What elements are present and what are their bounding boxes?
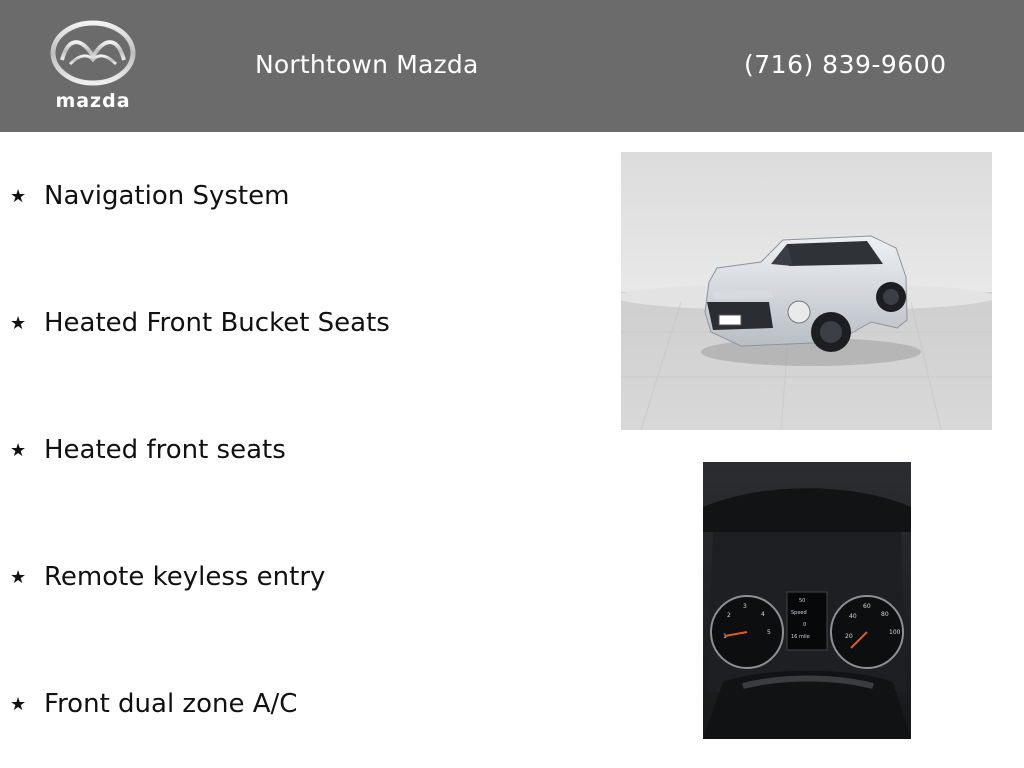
svg-text:1: 1 xyxy=(723,633,727,640)
feature-item xyxy=(10,684,297,724)
svg-text:0: 0 xyxy=(803,622,807,628)
feature-item xyxy=(10,303,390,343)
dealer-phone[interactable]: (716) 839-9600 xyxy=(744,50,947,79)
svg-text:Speed: Speed xyxy=(791,610,807,616)
svg-text:20: 20 xyxy=(845,633,853,640)
feature-label: Front dual zone A/C xyxy=(44,689,298,719)
mazda-wordmark: mazda xyxy=(55,90,131,112)
feature-item xyxy=(10,430,286,470)
star-icon: ★ xyxy=(10,439,27,461)
dashboard-photo[interactable] xyxy=(703,462,911,739)
feature-label: Remote keyless entry xyxy=(44,562,326,592)
svg-text:3: 3 xyxy=(743,603,747,610)
feature-label: Navigation System xyxy=(44,181,290,211)
feature-item xyxy=(10,176,289,216)
svg-text:16 mile: 16 mile xyxy=(791,634,810,640)
header-bar xyxy=(0,0,1024,132)
star-icon: ★ xyxy=(10,693,27,715)
dealer-name[interactable]: Northtown Mazda xyxy=(255,50,479,79)
svg-text:50: 50 xyxy=(799,598,806,604)
svg-text:60: 60 xyxy=(863,603,871,610)
feature-item xyxy=(10,557,325,597)
svg-text:80: 80 xyxy=(881,611,889,618)
svg-text:2: 2 xyxy=(727,612,731,619)
mazda-logo-icon[interactable] xyxy=(50,20,136,90)
svg-text:5: 5 xyxy=(767,629,771,636)
svg-text:40: 40 xyxy=(849,613,857,620)
star-icon: ★ xyxy=(10,312,27,334)
svg-text:4: 4 xyxy=(761,611,765,618)
vehicle-photo[interactable] xyxy=(621,152,992,430)
svg-text:100: 100 xyxy=(889,629,901,636)
star-icon: ★ xyxy=(10,185,27,207)
feature-label: Heated front seats xyxy=(44,435,286,465)
feature-label: Heated Front Bucket Seats xyxy=(44,308,390,338)
star-icon: ★ xyxy=(10,566,27,588)
